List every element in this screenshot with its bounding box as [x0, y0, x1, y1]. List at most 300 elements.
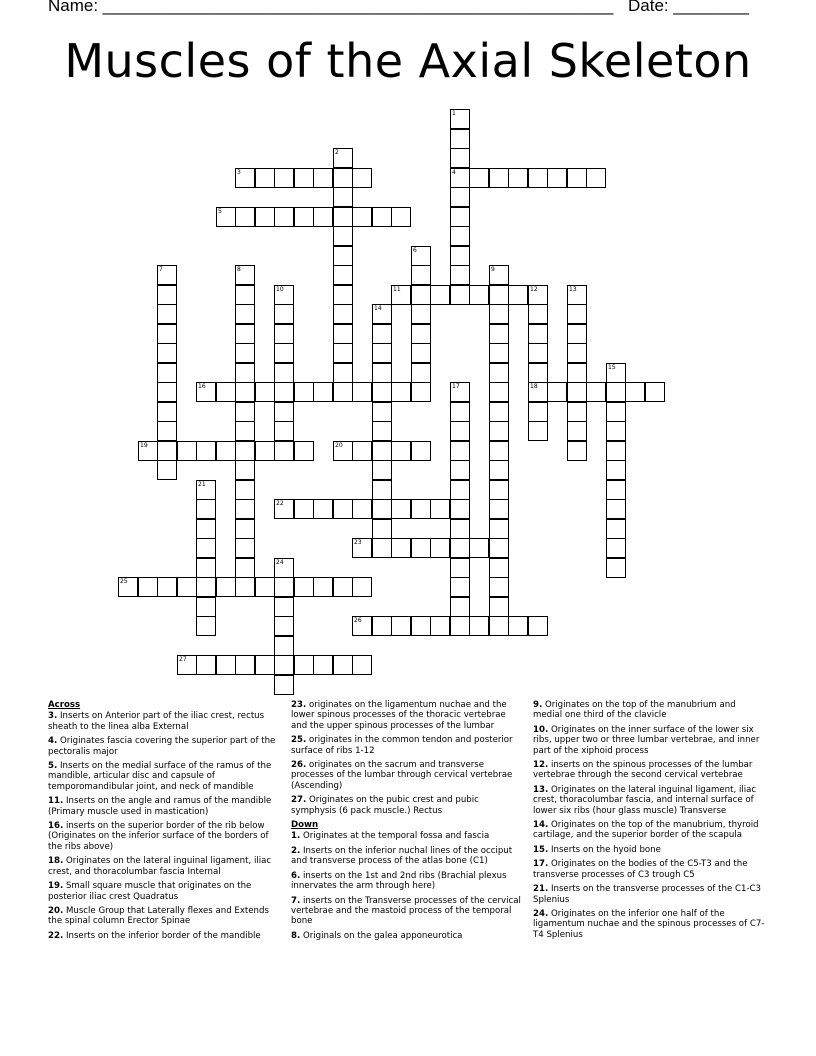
- crossword-cell[interactable]: [586, 168, 606, 188]
- crossword-cell[interactable]: [333, 226, 353, 246]
- crossword-cell[interactable]: [177, 655, 197, 675]
- crossword-cell[interactable]: [235, 207, 255, 227]
- clue-down-2: 2. Inserts on the inferior nuchal lines of the occiput and transverse process of the atlas bone (C1): [291, 845, 513, 867]
- crossword-cell[interactable]: [489, 304, 509, 324]
- crossword-cell[interactable]: [469, 538, 489, 558]
- cell-number: 17: [452, 383, 460, 390]
- crossword-cell[interactable]: [489, 382, 509, 402]
- crossword-cell[interactable]: [313, 207, 333, 227]
- crossword-cell[interactable]: [352, 168, 372, 188]
- crossword-cell[interactable]: [645, 382, 665, 402]
- cell-number: 21: [198, 481, 206, 488]
- clue-across-11: 11. Inserts on the angle and ramus of the mandible (Primary muscle used in mastication): [48, 796, 272, 817]
- crossword-cell[interactable]: [450, 421, 470, 441]
- crossword-cell[interactable]: [118, 577, 138, 597]
- crossword-cell[interactable]: [411, 382, 431, 402]
- crossword-cell[interactable]: [450, 168, 470, 188]
- crossword-cell[interactable]: [157, 441, 177, 461]
- crossword-cell[interactable]: [196, 577, 216, 597]
- crossword-cell[interactable]: [567, 421, 587, 441]
- crossword-cell[interactable]: [157, 460, 177, 480]
- crossword-cell[interactable]: [235, 519, 255, 539]
- crossword-cell[interactable]: [235, 577, 255, 597]
- crossword-cell[interactable]: [274, 285, 294, 305]
- crossword-cell[interactable]: [450, 109, 470, 129]
- crossword-cell[interactable]: [391, 382, 411, 402]
- crossword-cell[interactable]: [450, 129, 470, 149]
- crossword-cell[interactable]: [450, 519, 470, 539]
- crossword-cell[interactable]: [372, 324, 392, 344]
- crossword-cell[interactable]: [391, 499, 411, 519]
- crossword-cell[interactable]: [274, 402, 294, 422]
- crossword-cell[interactable]: [450, 226, 470, 246]
- crossword-cell[interactable]: [567, 402, 587, 422]
- crossword-cell[interactable]: [489, 538, 509, 558]
- crossword-cell[interactable]: [196, 558, 216, 578]
- crossword-cell[interactable]: [528, 402, 548, 422]
- cell-number: 4: [452, 169, 456, 176]
- crossword-cell[interactable]: [372, 207, 392, 227]
- crossword-cell[interactable]: [508, 168, 528, 188]
- clue-across-26: 26. originates on the sacrum and transverse processes of the lumbar through cervical vertebrae (Ascending): [291, 760, 513, 791]
- crossword-cell[interactable]: [352, 538, 372, 558]
- across-heading: Across: [48, 700, 81, 710]
- crossword-cell[interactable]: [138, 577, 158, 597]
- crossword-cell[interactable]: [606, 402, 626, 422]
- crossword-cell[interactable]: [157, 265, 177, 285]
- clue-down-15: 15. Inserts on the hyoid bone: [533, 844, 661, 855]
- cell-number: 27: [179, 656, 187, 663]
- crossword-cell[interactable]: [411, 538, 431, 558]
- cell-number: 10: [276, 286, 284, 293]
- clue-down-12: 12. inserts on the spinous processes of the lumbar vertebrae through the second cervical vertebrae: [533, 760, 753, 781]
- crossword-cell[interactable]: [450, 441, 470, 461]
- crossword-cell[interactable]: [528, 168, 548, 188]
- crossword-cell[interactable]: [450, 558, 470, 578]
- crossword-cell[interactable]: [216, 382, 236, 402]
- crossword-cell[interactable]: [313, 499, 333, 519]
- crossword-cell[interactable]: [528, 304, 548, 324]
- down-heading: Down: [291, 820, 319, 831]
- crossword-cell[interactable]: [586, 382, 606, 402]
- crossword-cell[interactable]: [411, 324, 431, 344]
- crossword-cell[interactable]: [333, 285, 353, 305]
- crossword-cell[interactable]: [274, 421, 294, 441]
- crossword-cell[interactable]: [372, 538, 392, 558]
- crossword-cell[interactable]: [274, 304, 294, 324]
- crossword-cell[interactable]: [274, 363, 294, 383]
- cell-number: 12: [530, 286, 538, 293]
- crossword-cell[interactable]: [216, 577, 236, 597]
- crossword-cell[interactable]: [508, 616, 528, 636]
- crossword-cell[interactable]: [333, 382, 353, 402]
- crossword-cell[interactable]: [489, 168, 509, 188]
- crossword-cell[interactable]: [450, 148, 470, 168]
- cell-number: 18: [530, 383, 538, 390]
- crossword-cell[interactable]: [372, 402, 392, 422]
- crossword-cell[interactable]: [274, 324, 294, 344]
- crossword-cell[interactable]: [489, 324, 509, 344]
- crossword-cell[interactable]: [411, 246, 431, 266]
- clue-across-16: 16. inserts on the superior border of the rib below (Originates on the inferior surface of the borders of the ribs above): [48, 821, 269, 852]
- crossword-cell[interactable]: [157, 577, 177, 597]
- crossword-cell[interactable]: [606, 538, 626, 558]
- cell-number: 20: [335, 442, 343, 449]
- cell-number: 3: [237, 169, 241, 176]
- crossword-cell[interactable]: [235, 499, 255, 519]
- crossword-cell[interactable]: [313, 577, 333, 597]
- crossword-cell[interactable]: [333, 441, 353, 461]
- crossword-cell[interactable]: [450, 597, 470, 617]
- clue-across-18: 18. Originates on the lateral inguinal ligament, iliac crest, and thoracolumbar fascia Internal: [48, 856, 272, 877]
- cell-number: 19: [140, 442, 148, 449]
- crossword-cell[interactable]: [391, 616, 411, 636]
- crossword-cell[interactable]: [274, 577, 294, 597]
- crossword-cell[interactable]: [606, 558, 626, 578]
- crossword-cell[interactable]: [489, 402, 509, 422]
- crossword-cell[interactable]: [469, 285, 489, 305]
- crossword-cell[interactable]: [235, 324, 255, 344]
- crossword-cell[interactable]: [606, 480, 626, 500]
- crossword-cell[interactable]: [450, 616, 470, 636]
- clue-across-3: 3. Inserts on Anterior part of the iliac crest, rectus sheath to the linea alba External: [48, 711, 265, 732]
- crossword-cell[interactable]: [255, 655, 275, 675]
- crossword-cell[interactable]: [372, 421, 392, 441]
- crossword-cell[interactable]: [274, 168, 294, 188]
- crossword-cell[interactable]: [333, 655, 353, 675]
- crossword-cell[interactable]: [411, 616, 431, 636]
- crossword-cell[interactable]: [294, 577, 314, 597]
- crossword-cell[interactable]: [528, 363, 548, 383]
- crossword-cell[interactable]: [489, 597, 509, 617]
- crossword-cell[interactable]: [606, 363, 626, 383]
- crossword-cell[interactable]: [411, 441, 431, 461]
- cell-number: 25: [120, 578, 128, 585]
- crossword-cell[interactable]: [274, 655, 294, 675]
- crossword-cell[interactable]: [274, 382, 294, 402]
- crossword-cell[interactable]: [157, 421, 177, 441]
- crossword-cell[interactable]: [489, 265, 509, 285]
- crossword-cell[interactable]: [196, 499, 216, 519]
- crossword-cell[interactable]: [411, 304, 431, 324]
- crossword-cell[interactable]: [391, 285, 411, 305]
- crossword-cell[interactable]: [372, 441, 392, 461]
- clue-across-23: 23. originates on the ligamentum nuchae and the lower spinous processes of the thoracic vertebrae and the upper spinous processes of the lumbar: [291, 700, 507, 731]
- crossword-cell[interactable]: [333, 246, 353, 266]
- crossword-cell[interactable]: [177, 577, 197, 597]
- crossword-cell[interactable]: [528, 421, 548, 441]
- clue-column-3: [533, 700, 765, 944]
- crossword-cell[interactable]: [274, 597, 294, 617]
- crossword-cell[interactable]: [333, 187, 353, 207]
- crossword-cell[interactable]: [235, 480, 255, 500]
- cell-number: 23: [354, 539, 362, 546]
- crossword-cell[interactable]: [430, 616, 450, 636]
- crossword-cell[interactable]: [216, 441, 236, 461]
- crossword-cell[interactable]: [235, 304, 255, 324]
- crossword-cell[interactable]: [489, 558, 509, 578]
- crossword-cell[interactable]: [391, 538, 411, 558]
- clue-across-27: 27. Originates on the pubic crest and pubic symphysis (6 pack muscle.) Rectus: [291, 795, 479, 816]
- crossword-cell[interactable]: [528, 285, 548, 305]
- crossword-cell[interactable]: [450, 577, 470, 597]
- crossword-cell[interactable]: [450, 265, 470, 285]
- crossword-cell[interactable]: [391, 441, 411, 461]
- crossword-cell[interactable]: [157, 382, 177, 402]
- crossword-cell[interactable]: [333, 577, 353, 597]
- clue-down-24: 24. Originates on the inferior one half of the ligamentum nuchae and the spinous processes of C7-T4 Splenius: [533, 908, 765, 940]
- crossword-cell[interactable]: [567, 382, 587, 402]
- crossword-cell[interactable]: [274, 558, 294, 578]
- crossword-cell[interactable]: [411, 285, 431, 305]
- cell-number: 16: [198, 383, 206, 390]
- crossword-cell[interactable]: [372, 382, 392, 402]
- crossword-cell[interactable]: [606, 499, 626, 519]
- crossword-cell[interactable]: [177, 441, 197, 461]
- crossword-cell[interactable]: [235, 441, 255, 461]
- clue-down-8: 8. Originals on the galea apponeurotica: [291, 930, 463, 941]
- crossword-cell[interactable]: [606, 460, 626, 480]
- crossword-cell[interactable]: [489, 285, 509, 305]
- crossword-cell[interactable]: [235, 382, 255, 402]
- crossword-cell[interactable]: [157, 324, 177, 344]
- crossword-cell[interactable]: [274, 441, 294, 461]
- crossword-cell[interactable]: [567, 324, 587, 344]
- crossword-cell[interactable]: [489, 460, 509, 480]
- crossword-cell[interactable]: [294, 499, 314, 519]
- crossword-cell[interactable]: [372, 460, 392, 480]
- crossword-cell[interactable]: [411, 499, 431, 519]
- crossword-cell[interactable]: [333, 499, 353, 519]
- crossword-cell[interactable]: [450, 285, 470, 305]
- crossword-cell[interactable]: [567, 304, 587, 324]
- crossword-cell[interactable]: [606, 519, 626, 539]
- crossword-cell[interactable]: [528, 324, 548, 344]
- crossword-cell[interactable]: [313, 382, 333, 402]
- crossword-cell[interactable]: [450, 187, 470, 207]
- crossword-cell[interactable]: [294, 382, 314, 402]
- crossword-cell[interactable]: [235, 538, 255, 558]
- date-field: Date: ________: [628, 0, 749, 15]
- crossword-cell[interactable]: [372, 616, 392, 636]
- crossword-cell[interactable]: [196, 382, 216, 402]
- crossword-cell[interactable]: [352, 382, 372, 402]
- clue-down-7: 7. inserts on the Transverse processes of the cervical vertebrae and the mastoid process of the temporal bone: [291, 895, 521, 927]
- crossword-cell[interactable]: [138, 441, 158, 461]
- crossword-cell[interactable]: [450, 382, 470, 402]
- crossword-cell[interactable]: [333, 207, 353, 227]
- clue-column-2: [291, 700, 523, 945]
- crossword-cell[interactable]: [372, 343, 392, 363]
- crossword-cell[interactable]: [606, 382, 626, 402]
- crossword-cell[interactable]: [567, 441, 587, 461]
- crossword-cell[interactable]: [352, 207, 372, 227]
- crossword-cell[interactable]: [313, 655, 333, 675]
- page-title: Muscles of the Axial Skeleton: [64, 34, 752, 88]
- cell-number: 11: [393, 286, 401, 293]
- crossword-cell[interactable]: [196, 655, 216, 675]
- crossword-cell[interactable]: [255, 441, 275, 461]
- crossword-cell[interactable]: [294, 168, 314, 188]
- crossword-cell[interactable]: [352, 499, 372, 519]
- clue-across-5: 5. Inserts on the medial surface of the ramus of the mandible, articular disc and capsule of temporomandibular joint, and neck of mandible: [48, 761, 272, 792]
- crossword-cell[interactable]: [372, 480, 392, 500]
- crossword-cell[interactable]: [489, 421, 509, 441]
- crossword-cell[interactable]: [274, 675, 294, 695]
- crossword-cell[interactable]: [255, 577, 275, 597]
- crossword-cell[interactable]: [450, 499, 470, 519]
- crossword-cell[interactable]: [411, 343, 431, 363]
- crossword-cell[interactable]: [508, 285, 528, 305]
- crossword-cell[interactable]: [372, 519, 392, 539]
- crossword-cell[interactable]: [313, 168, 333, 188]
- crossword-cell[interactable]: [528, 343, 548, 363]
- cell-number: 22: [276, 500, 284, 507]
- crossword-cell[interactable]: [235, 265, 255, 285]
- clue-across-4: 4. Originates fascia covering the superior part of the pectoralis major: [48, 736, 276, 757]
- crossword-cell[interactable]: [372, 363, 392, 383]
- crossword-cell[interactable]: [274, 616, 294, 636]
- crossword-cell[interactable]: [235, 168, 255, 188]
- crossword-cell[interactable]: [372, 304, 392, 324]
- cell-number: 7: [159, 266, 163, 273]
- crossword-cell[interactable]: [333, 148, 353, 168]
- cell-number: 13: [569, 286, 577, 293]
- crossword-cell[interactable]: [372, 499, 392, 519]
- crossword-cell[interactable]: [235, 460, 255, 480]
- crossword-cell[interactable]: [255, 168, 275, 188]
- crossword-cell[interactable]: [216, 207, 236, 227]
- crossword-cell[interactable]: [547, 382, 567, 402]
- crossword-cell[interactable]: [352, 655, 372, 675]
- cell-number: 5: [218, 208, 222, 215]
- crossword-cell[interactable]: [235, 558, 255, 578]
- crossword-cell[interactable]: [450, 460, 470, 480]
- crossword-cell[interactable]: [489, 343, 509, 363]
- crossword-cell[interactable]: [235, 402, 255, 422]
- crossword-cell[interactable]: [235, 655, 255, 675]
- crossword-cell[interactable]: [157, 285, 177, 305]
- crossword-cell[interactable]: [430, 285, 450, 305]
- crossword-cell[interactable]: [489, 519, 509, 539]
- crossword-cell[interactable]: [235, 343, 255, 363]
- cell-number: 2: [335, 149, 339, 156]
- crossword-cell[interactable]: [333, 168, 353, 188]
- crossword-cell[interactable]: [333, 304, 353, 324]
- crossword-cell[interactable]: [333, 324, 353, 344]
- crossword-cell[interactable]: [294, 655, 314, 675]
- cell-number: 14: [374, 305, 382, 312]
- crossword-cell[interactable]: [235, 421, 255, 441]
- crossword-cell[interactable]: [157, 402, 177, 422]
- clue-across-22: 22. Inserts on the inferior border of the mandible: [48, 930, 261, 941]
- crossword-cell[interactable]: [352, 441, 372, 461]
- clue-across-19: 19. Small square muscle that originates on the posterior iliac crest Quadratus: [48, 881, 252, 902]
- cell-number: 15: [608, 364, 616, 371]
- crossword-cell[interactable]: [196, 441, 216, 461]
- crossword-cell[interactable]: [450, 538, 470, 558]
- crossword-cell[interactable]: [216, 655, 236, 675]
- crossword-cell[interactable]: [625, 382, 645, 402]
- crossword-cell[interactable]: [489, 480, 509, 500]
- crossword-cell[interactable]: [333, 363, 353, 383]
- crossword-cell[interactable]: [274, 207, 294, 227]
- crossword-cell[interactable]: [567, 363, 587, 383]
- crossword-cell[interactable]: [547, 168, 567, 188]
- clue-down-13: 13. Originates on the lateral inguinal ligament, iliac crest, thoracolumbar fascia, and internal surface of lower six ribs (hour glass muscle) Transverse: [533, 784, 757, 816]
- crossword-cell[interactable]: [489, 363, 509, 383]
- crossword-cell[interactable]: [450, 246, 470, 266]
- crossword-cell[interactable]: [430, 538, 450, 558]
- cell-number: 26: [354, 617, 362, 624]
- clue-down-1: 1. Originates at the temporal fossa and fascia: [291, 831, 490, 842]
- crossword-cell[interactable]: [352, 577, 372, 597]
- crossword-cell[interactable]: [196, 519, 216, 539]
- crossword-cell[interactable]: [411, 265, 431, 285]
- name-field: Name: ______________________________________________________: [48, 0, 614, 15]
- crossword-cell[interactable]: [469, 616, 489, 636]
- crossword-cell[interactable]: [352, 616, 372, 636]
- clue-column-1: [48, 700, 280, 945]
- clue-down-21: 21. Inserts on the transverse processes of the C1-C3 Splenius: [533, 884, 761, 905]
- crossword-cell[interactable]: [489, 616, 509, 636]
- crossword-cell[interactable]: [157, 363, 177, 383]
- crossword-cell[interactable]: [235, 285, 255, 305]
- crossword-cell[interactable]: [489, 577, 509, 597]
- crossword-cell[interactable]: [157, 304, 177, 324]
- cell-number: 8: [237, 266, 241, 273]
- crossword-cell[interactable]: [196, 597, 216, 617]
- crossword-cell[interactable]: [274, 636, 294, 656]
- crossword-cell[interactable]: [294, 441, 314, 461]
- crossword-cell[interactable]: [235, 363, 255, 383]
- crossword-cell[interactable]: [528, 616, 548, 636]
- crossword-cell[interactable]: [430, 499, 450, 519]
- crossword-cell[interactable]: [333, 265, 353, 285]
- clue-across-25: 25. originates in the common tendon and posterior surface of ribs 1-12: [291, 735, 513, 756]
- crossword-cell[interactable]: [391, 207, 411, 227]
- crossword-cell[interactable]: [489, 499, 509, 519]
- crossword-cell[interactable]: [255, 382, 275, 402]
- crossword-cell[interactable]: [489, 441, 509, 461]
- crossword-cell[interactable]: [450, 402, 470, 422]
- crossword-cell[interactable]: [469, 168, 489, 188]
- crossword-cell[interactable]: [606, 441, 626, 461]
- crossword-cell[interactable]: [567, 168, 587, 188]
- crossword-cell[interactable]: [528, 382, 548, 402]
- crossword-cell[interactable]: [255, 207, 275, 227]
- crossword-cell[interactable]: [196, 616, 216, 636]
- crossword-cell[interactable]: [294, 207, 314, 227]
- crossword-cell[interactable]: [196, 538, 216, 558]
- crossword-cell[interactable]: [411, 363, 431, 383]
- crossword-cell[interactable]: [450, 207, 470, 227]
- crossword-cell[interactable]: [274, 343, 294, 363]
- cell-number: 9: [491, 266, 495, 273]
- crossword-cell[interactable]: [450, 480, 470, 500]
- crossword-cell[interactable]: [567, 343, 587, 363]
- crossword-cell[interactable]: [157, 343, 177, 363]
- crossword-cell[interactable]: [274, 499, 294, 519]
- crossword-cell[interactable]: [333, 343, 353, 363]
- crossword-cell[interactable]: [196, 480, 216, 500]
- clue-down-9: 9. Originates on the top of the manubrium and medial one third of the clavicle: [533, 700, 736, 721]
- clue-down-10: 10. Originates on the inner surface of the lower six ribs, upper two or three lumbar vertebrae, and inner part of the xiphoid process: [533, 724, 760, 756]
- crossword-cell[interactable]: [567, 285, 587, 305]
- crossword-cell[interactable]: [606, 421, 626, 441]
- clue-down-17: 17. Originates on the bodies of the C5-T3 and the transverse processes of C3 trough C5: [533, 859, 748, 880]
- cell-number: 1: [452, 110, 456, 117]
